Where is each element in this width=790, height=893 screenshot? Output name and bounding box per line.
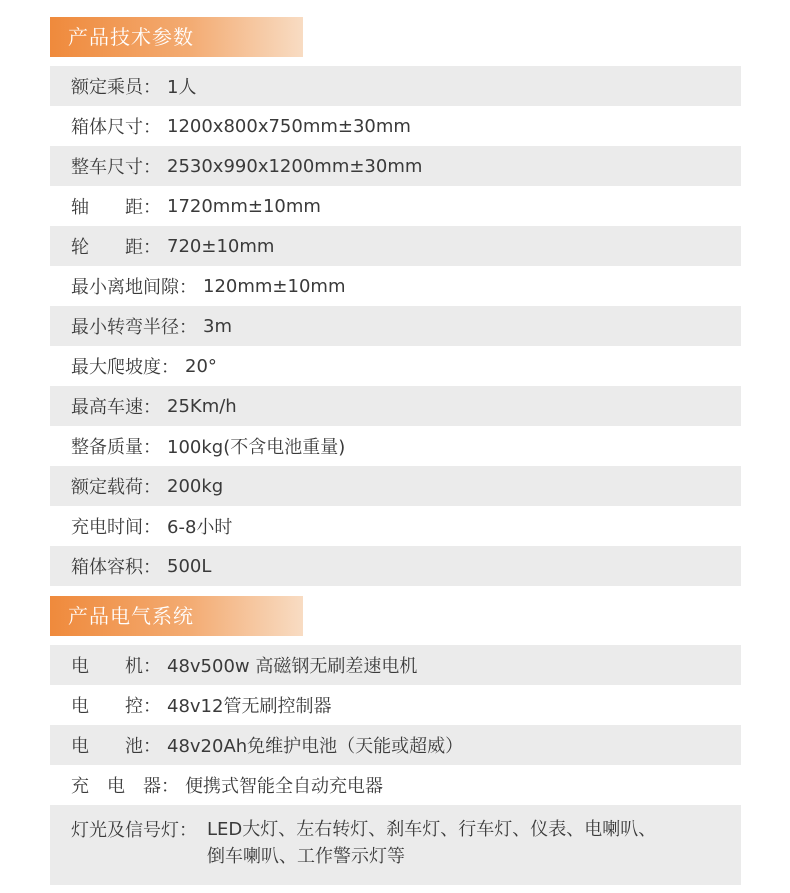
spec-label: 电 池： bbox=[71, 736, 161, 757]
spec-label: 最高车速： bbox=[71, 397, 161, 418]
spec-value: 500L bbox=[167, 555, 212, 577]
spec-label: 轴 距： bbox=[71, 197, 161, 218]
spec-value: 48v20Ah免维护电池（天能或超威） bbox=[167, 736, 464, 757]
spec-row-rated-occupants bbox=[50, 66, 741, 106]
spec-label: 轮 距： bbox=[71, 237, 161, 258]
spec-value: 1人 bbox=[167, 77, 197, 98]
spec-row-motor bbox=[50, 645, 741, 685]
spec-label: 灯光及信号灯： bbox=[71, 820, 197, 841]
spec-value: 200kg bbox=[167, 475, 224, 497]
spec-row-max-gradient bbox=[50, 346, 741, 386]
spec-row-controller bbox=[50, 685, 741, 725]
tech-params-title: 产品技术参数 bbox=[68, 25, 194, 49]
tech-params-section bbox=[50, 17, 741, 586]
spec-label: 最小转弯半径： bbox=[71, 317, 197, 338]
spec-label: 额定载荷： bbox=[71, 477, 161, 498]
spec-row-max-speed bbox=[50, 386, 741, 426]
spec-value: 120mm±10mm bbox=[203, 275, 346, 297]
spec-row-vehicle-size bbox=[50, 146, 741, 186]
spec-row-wheelbase bbox=[50, 186, 741, 226]
spec-row-box-size bbox=[50, 106, 741, 146]
spec-row-charger bbox=[50, 765, 741, 805]
tech-params-header bbox=[50, 17, 303, 57]
spec-label: 箱体容积： bbox=[71, 557, 161, 578]
spec-row-charge-time bbox=[50, 506, 741, 546]
spec-value: 便携式智能全自动充电器 bbox=[185, 776, 383, 797]
spec-value: 48v500w 高磁钢无刷差速电机 bbox=[167, 656, 418, 677]
spec-value: 2530x990x1200mm±30mm bbox=[167, 155, 423, 177]
spec-row-lights bbox=[50, 805, 741, 885]
spec-label: 额定乘员： bbox=[71, 77, 161, 98]
spec-value: 1200x800x750mm±30mm bbox=[167, 115, 411, 137]
spec-value bbox=[207, 816, 656, 870]
spec-value: 25Km/h bbox=[167, 395, 237, 417]
spec-value: 720±10mm bbox=[167, 235, 275, 257]
spec-value: 3m bbox=[203, 315, 232, 337]
spec-label: 充电时间： bbox=[71, 517, 161, 538]
spec-row-rated-load bbox=[50, 466, 741, 506]
spec-label: 整备质量： bbox=[71, 437, 161, 458]
electric-system-list bbox=[50, 645, 741, 885]
spec-label: 电 机： bbox=[71, 656, 161, 677]
spec-label: 充 电 器： bbox=[71, 776, 179, 797]
spec-label: 电 控： bbox=[71, 696, 161, 717]
electric-system-section bbox=[50, 596, 741, 885]
spec-value: 48v12管无刷控制器 bbox=[167, 696, 332, 717]
lights-value-line-2: 倒车喇叭、工作警示灯等 bbox=[207, 846, 405, 867]
spec-label: 箱体尺寸： bbox=[71, 117, 161, 138]
electric-system-header bbox=[50, 596, 303, 636]
spec-value: 100kg(不含电池重量) bbox=[167, 437, 346, 458]
spec-label: 最小离地间隙： bbox=[71, 277, 197, 298]
lights-value-line-1: LED大灯、左右转灯、刹车灯、行车灯、仪表、电喇叭、 bbox=[207, 819, 657, 840]
spec-row-ground-clearance bbox=[50, 266, 741, 306]
tech-params-list bbox=[50, 66, 741, 586]
spec-label: 整车尺寸： bbox=[71, 157, 161, 178]
electric-system-title: 产品电气系统 bbox=[68, 604, 194, 628]
spec-value: 6-8小时 bbox=[167, 517, 233, 538]
spec-row-box-volume bbox=[50, 546, 741, 586]
spec-row-track bbox=[50, 226, 741, 266]
spec-value: 20° bbox=[185, 355, 217, 377]
spec-value: 1720mm±10mm bbox=[167, 195, 321, 217]
spec-row-curb-weight bbox=[50, 426, 741, 466]
spec-row-turning-radius bbox=[50, 306, 741, 346]
spec-label: 最大爬坡度： bbox=[71, 357, 179, 378]
spec-row-battery bbox=[50, 725, 741, 765]
